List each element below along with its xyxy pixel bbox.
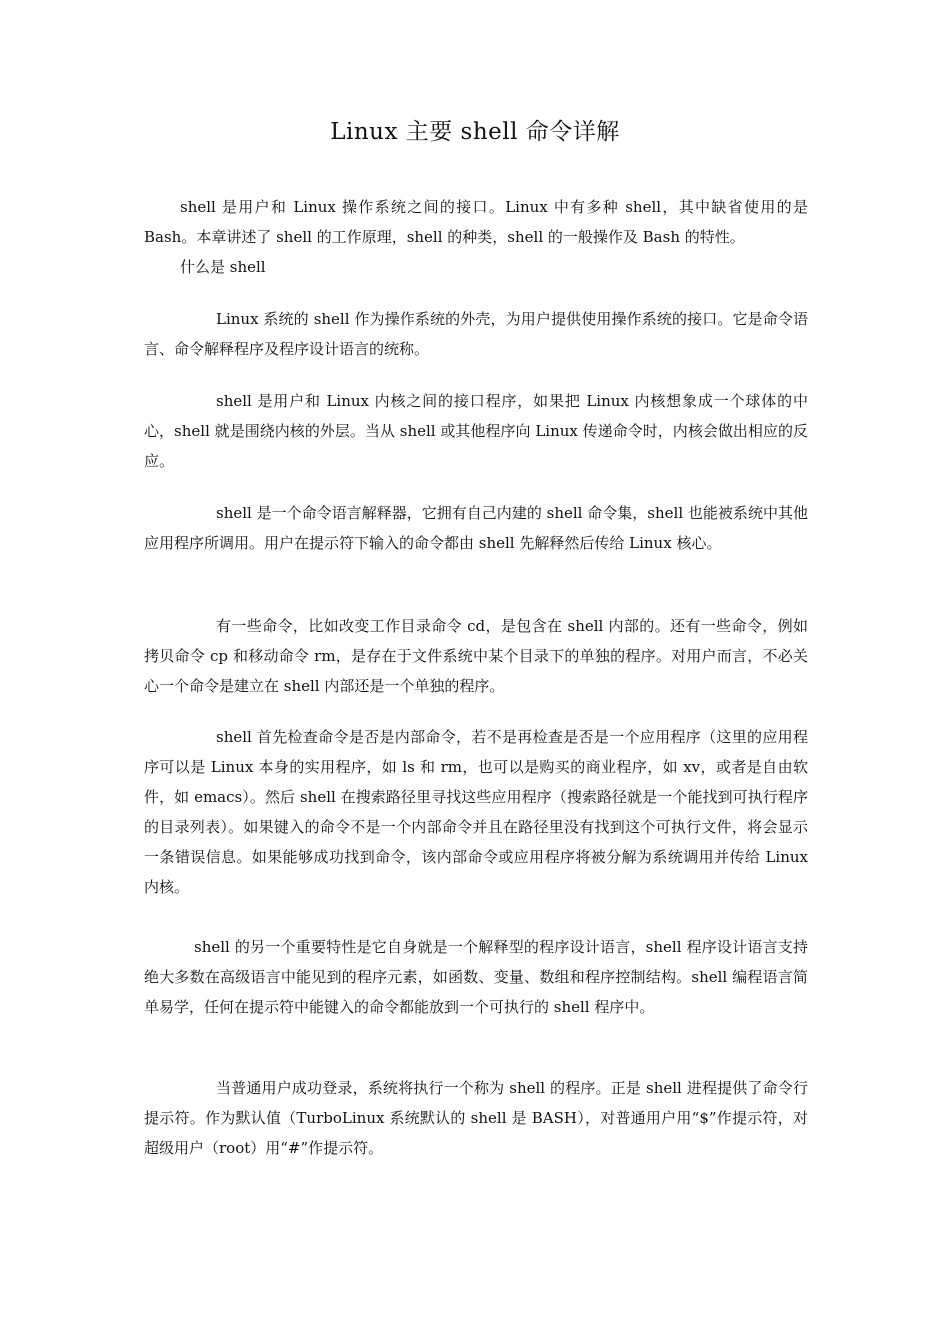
paragraph: shell 是用户和 Linux 内核之间的接口程序，如果把 Linux 内核想象成一个球体的中心，shell 就是围绕内核的外层。当从 shell 或其他程序向 Linux 传递命令时，内核会做出相应的反应。 xyxy=(144,392,808,470)
paragraph: 有一些命令，比如改变工作目录命令 cd，是包含在 shell 内部的。还有一些命令，例如拷贝命令 cp 和移动命令 rm，是存在于文件系统中某个目录下的单独的程序。对用户而言，不必关心一个命令是建立在 shell 内部还是一个单独的程序。 xyxy=(144,617,808,695)
paragraph: Linux 系统的 shell 作为操作系统的外壳，为用户提供使用操作系统的接口。它是命令语言、命令解释程序及程序设计语言的统称。 xyxy=(144,310,808,358)
section-heading: 什么是 shell xyxy=(180,258,266,276)
paragraph: shell 是一个命令语言解释器，它拥有自己内建的 shell 命令集，shell 也能被系统中其他应用程序所调用。用户在提示符下输入的命令都由 shell 先解释然后传给 Linux 核心。 xyxy=(144,504,808,552)
intro-paragraph: shell 是用户和 Linux 操作系统之间的接口。Linux 中有多种 shell，其中缺省使用的是 Bash。本章讲述了 shell 的工作原理，shell 的种类，shell 的一般操作及 Bash 的特性。 xyxy=(144,198,808,246)
paragraph: 当普通用户成功登录，系统将执行一个称为 shell 的程序。正是 shell 进程提供了命令行提示符。作为默认值（TurboLinux 系统默认的 shell 是 BASH），对普通用户用“$”作提示符，对超级用户（root）用“#”作提示符。 xyxy=(144,1079,808,1157)
document-title: Linux 主要 shell 命令详解 xyxy=(330,119,620,145)
paragraph: shell 首先检查命令是否是内部命令，若不是再检查是否是一个应用程序（这里的应用程序可以是 Linux 本身的实用程序，如 ls 和 rm，也可以是购买的商业程序，如 xv，或者是自由软件，如 emacs）。然后 shell 在搜索路径里寻找这些应用程序（搜索路径就是一个能找到可执行程序的目录列表）。如果键入的命令不是一个内部命令并且在路径里没有找到这个可执行文件，将会显示一条错误信息。如果能够成功找到命令，该内部命令或应用程序将被分解为系统调用并传给 Linux 内核。 xyxy=(144,728,808,896)
paragraph: shell 的另一个重要特性是它自身就是一个解释型的程序设计语言，shell 程序设计语言支持绝大多数在高级语言中能见到的程序元素，如函数、变量、数组和程序控制结构。shell 编程语言简单易学，任何在提示符中能键入的命令都能放到一个可执行的 shell 程序中。 xyxy=(144,938,808,1016)
